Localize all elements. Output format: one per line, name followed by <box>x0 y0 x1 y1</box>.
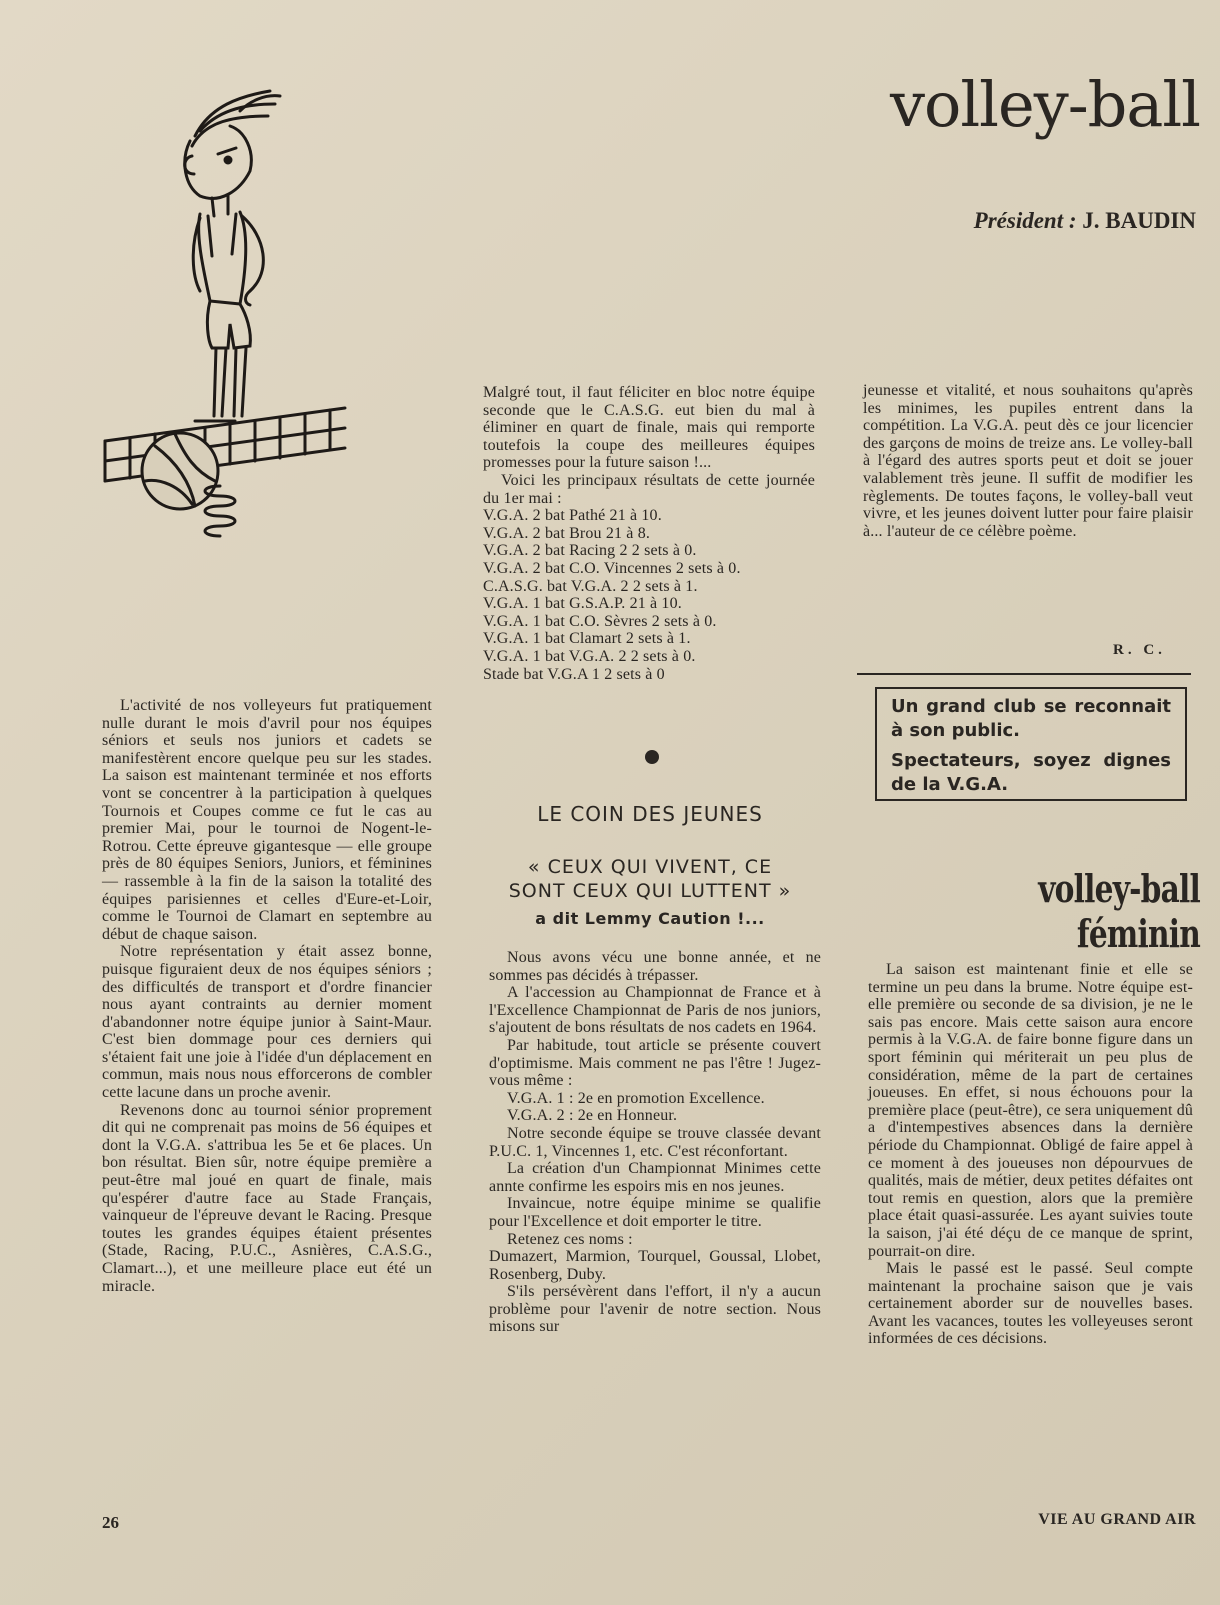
result-row: V.G.A. 1 bat Clamart 2 sets à 1. <box>483 630 691 648</box>
result-row: V.G.A. 1 bat C.O. Sèvres 2 sets à 0. <box>483 612 717 630</box>
article-paragraph: Malgré tout, il faut féliciter en bloc notre équipe seconde que le C.A.S.G. eut bien du mal à éliminer en quart de finale, mais qui remporte toutefois la coupe des meilleures équipes promesses pour la future saison !... <box>483 384 815 472</box>
quote-line: SONT CEUX QUI LUTTENT » <box>508 880 792 902</box>
quote-line: « CEUX QUI VIVENT, CE <box>527 856 773 878</box>
article-paragraph: V.G.A. 2 : 2e en Honneur. <box>507 1107 678 1125</box>
article-paragraph: Invaincue, notre équipe minime se qualifie pour l'Excellence et doit emporter le titre. <box>489 1195 821 1230</box>
article-paragraph: L'activité de nos volleyeurs fut pratiquement nulle durant le mois d'avril pour nos équipes séniors et seuls nos juniors et cadets se manifestèrent encore quelque peu sur les stades. La saison est maintenant terminée et nos efforts vont se concentrer à la participation à quelques Tournois et Coupes comme ce fut le cas au premier Mai, pour le tournoi de Nogent-le-Rotrou. Cette épreuve gigantesque — elle groupe près de 80 équipes Seniors, Juniors, et féminines — rassemble à la fin de la saison la totalité des équipes parisiennes et celles d'Eure-et-Loir, comme le Tournoi de Clamart en septembre au début de chaque saison. <box>102 697 432 943</box>
result-row: V.G.A. 1 bat V.G.A. 2 2 sets à 0. <box>483 647 696 665</box>
article-column-2-bottom <box>489 949 821 1336</box>
result-row: V.G.A. 2 bat Racing 2 2 sets à 0. <box>483 542 697 560</box>
slogan-line: Un grand club se reconnait à son public. <box>891 696 1171 741</box>
article-column-3-bottom <box>868 961 1193 1348</box>
article-paragraph: Retenez ces noms : <box>507 1230 633 1248</box>
article-paragraph: Nous avons vécu une bonne année, et ne sommes pas décidés à trépasser. <box>489 949 821 984</box>
page-title: volley-ball <box>890 68 1200 141</box>
result-row: Stade bat V.G.A 1 2 sets à 0 <box>483 665 665 683</box>
article-paragraph: jeunesse et vitalité, et nous souhaitons qu'après les minimes, les pupiles entrent dans la compétition. La V.G.A. peut dès ce jour licencier des garçons de moins de treize ans. Le volley-ball à l'égard des autres sports peut et doit se jouer valablement très jeune. Il suffit de modifier les règlements. De toutes façons, le volley-ball veut vivre, et les jeunes doivent lutter pour faire plaisir à... l'auteur de ce célèbre poème. <box>863 382 1193 540</box>
president-line <box>870 208 1196 234</box>
article-paragraph: Mais le passé est le passé. Seul compte maintenant la prochaine saison que je vais certainement aborder sur de nouvelles bases. Avant les vacances, toutes les volleyeuses seront informées de ces décisions. <box>868 1260 1193 1348</box>
article-paragraph: La création d'un Championnat Minimes cette annte confirme les espoirs mis en nos jeunes. <box>489 1160 821 1195</box>
article-column-2-top <box>483 384 815 683</box>
slogan-box <box>875 687 1187 801</box>
magazine-name: VIE AU GRAND AIR <box>1038 1511 1196 1528</box>
article-paragraph: Dumazert, Marmion, Tourquel, Goussal, Llobet, Rosenberg, Duby. <box>489 1248 821 1283</box>
article-paragraph: S'ils persévèrent dans l'effort, il n'y a aucun problème pour l'avenir de notre section. Nous misons sur <box>489 1283 821 1336</box>
president-label: Président : <box>973 208 1077 233</box>
result-row: V.G.A. 1 bat G.S.A.P. 21 à 10. <box>483 595 682 613</box>
article-paragraph: Voici les principaux résultats de cette journée du 1er mai : <box>483 471 815 507</box>
article-paragraph: V.G.A. 1 : 2e en promotion Excellence. <box>507 1089 765 1107</box>
coin-des-jeunes-heading: LE COIN DES JEUNES <box>537 802 763 826</box>
article-column-1 <box>102 697 432 1295</box>
volleyball-player-illustration <box>100 86 350 556</box>
author-signature: R. C. <box>1113 642 1166 658</box>
article-column-3-top <box>863 382 1193 540</box>
article-paragraph: Par habitude, tout article se présente couvert d'optimisme. Mais comment ne pas l'être ! Jugez-vous même : <box>489 1036 821 1090</box>
article-paragraph: Notre seconde équipe se trouve classée devant P.U.C. 1, Vincennes 1, etc. C'est réconfortant. <box>489 1124 821 1160</box>
result-row: V.G.A. 2 bat Brou 21 à 8. <box>483 524 650 542</box>
slogan-line: Spectateurs, soyez dignes de la V.G.A. <box>891 750 1171 795</box>
section-bullet-icon <box>645 750 659 764</box>
result-row: C.A.S.G. bat V.G.A. 2 2 sets à 1. <box>483 577 698 595</box>
box-divider <box>857 673 1191 675</box>
article-paragraph: Revenons donc au tournoi sénior proprement dit qui ne comprenait pas moins de 56 équipes et dont la V.G.A. s'attribua les 5e et 6e places. Un bon résultat. Bien sûr, notre équipe première a peut-être mal joué en quart de finale, mais qu'espérer d'autre face au Stade Français, vainqueur de l'épreuve devant le Racing. Presque toutes les grandes équipes étaient présentes (Stade, Racing, P.U.C., Asnières, C.A.S.G., Clamart...), et une meilleure place eut été un miracle. <box>102 1101 432 1295</box>
article-paragraph: La saison est maintenant finie et elle se termine un peu dans la brume. Notre équipe est-elle première ou seconde de sa division, je ne le sais pas encore. Mais cette saison aura encore permis à la V.G.A. de faire bonne figure dans un sport féminin qui mériterait un peu plus de considération, même de la part de certaines joueuses. En effet, si nous échouons pour la première place (peut-être), ce sera uniquement dû a d'intempestives absences dans la dernière période du Championnat. Obligé de faire appel à ce moment à des joueuses non dépourvues de qualités, mais de métier, deux petites défaites ont tout remis en question, alors que la première place était quasi-assurée. Les ayant suivies toute la saison, j'ai été déçu de ce manque de sprint, pourrait-on dire. <box>868 961 1193 1260</box>
feminin-title: volley-ball féminin <box>1038 866 1200 956</box>
article-paragraph: A l'accession au Championnat de France et à l'Excellence Championnat de Paris de nos juniors, s'ajoutent de bons résultats de nos cadets en 1964. <box>489 984 821 1037</box>
president-name: J. BAUDIN <box>1082 208 1196 233</box>
result-row: V.G.A. 2 bat C.O. Vincennes 2 sets à 0. <box>483 559 741 577</box>
quote-heading <box>480 855 820 903</box>
page-number: 26 <box>102 1513 119 1532</box>
quote-attribution: a dit Lemmy Caution !... <box>535 909 765 928</box>
article-paragraph: Notre représentation y était assez bonne, puisque figuraient deux de nos équipes séniors ; des difficultés de transport et d'ordre financier nous ayant contraints au dernier moment d'abandonner notre équipe junior à Saint-Maur. C'est bien dommage pour ces derniers qui s'étaient fait une joie à l'idée d'un déplacement en commun, mais nous nous efforcerons de combler cette lacune dans un proche avenir. <box>102 943 432 1102</box>
result-row: V.G.A. 2 bat Pathé 21 à 10. <box>483 507 662 525</box>
